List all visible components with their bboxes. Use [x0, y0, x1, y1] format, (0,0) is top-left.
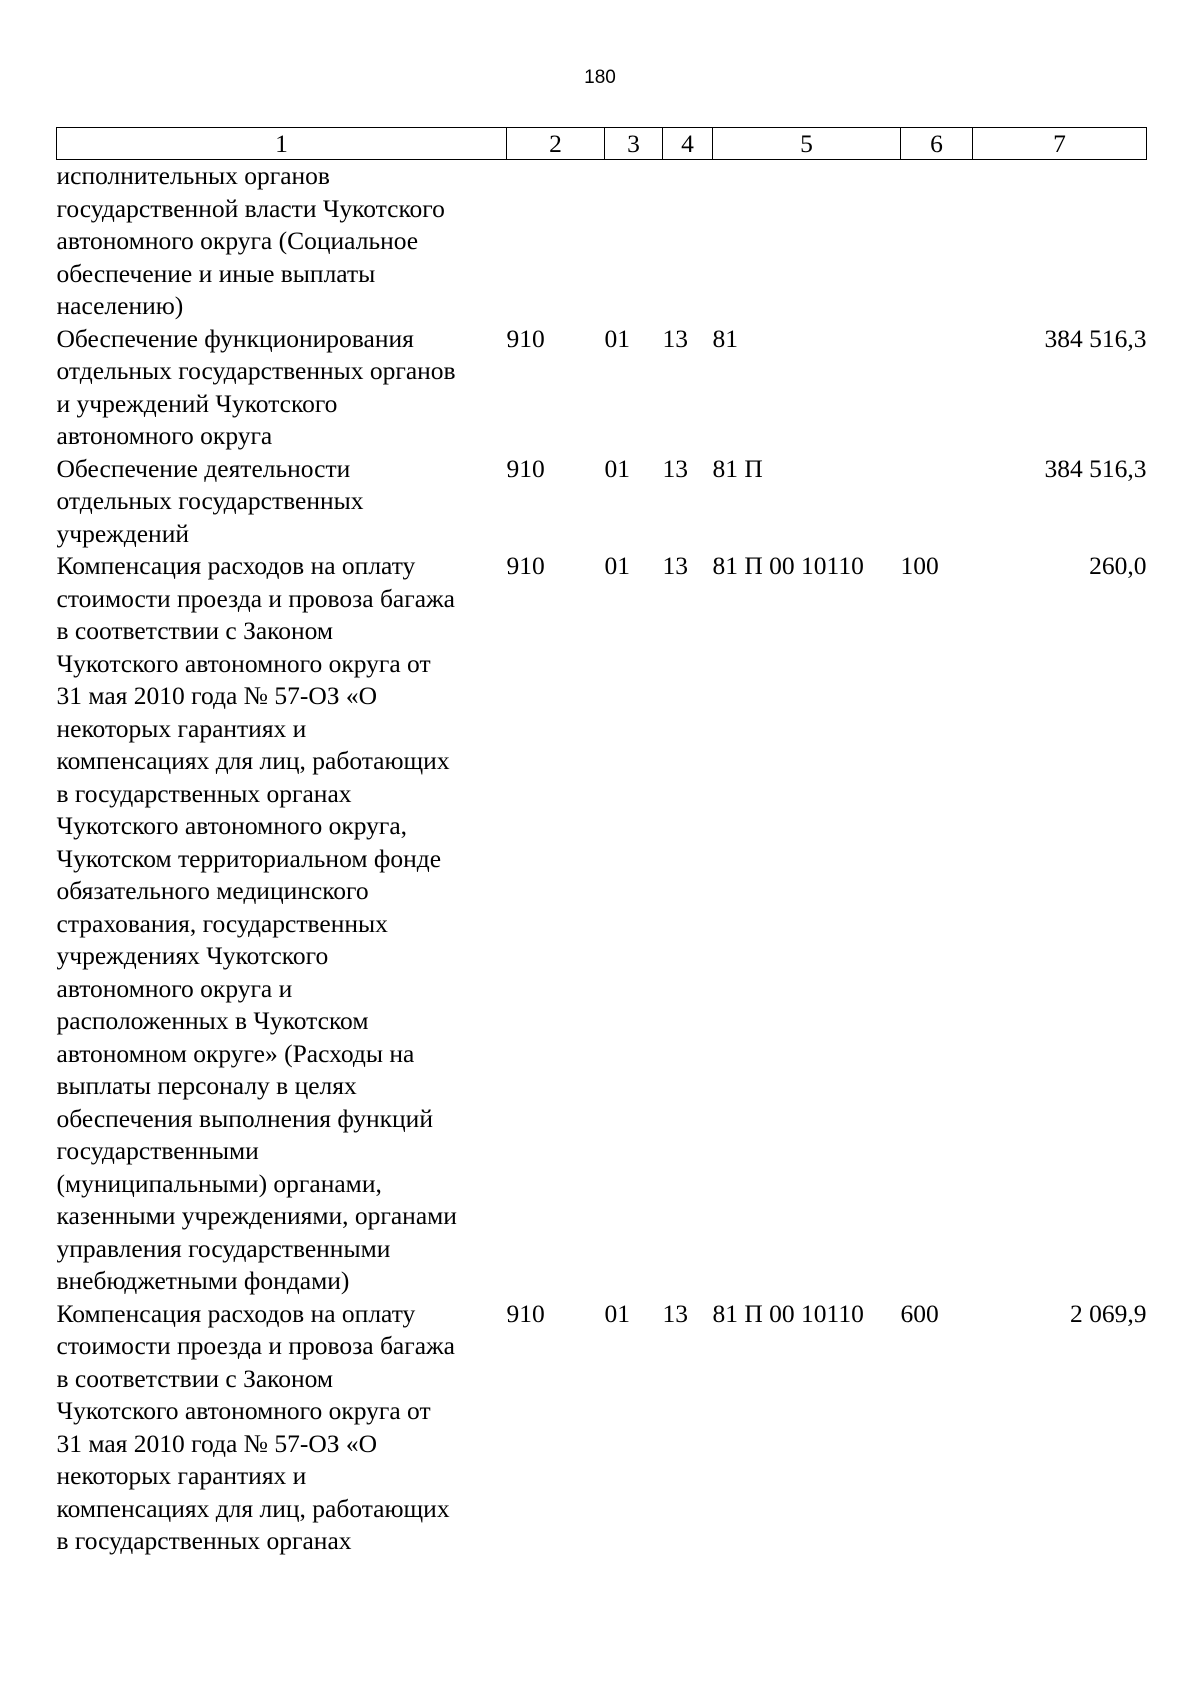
header-col-2: 2 — [507, 128, 605, 160]
row-expense-type-code — [901, 453, 973, 551]
row-target-code: 81 — [712, 323, 738, 353]
row-article-code — [663, 160, 713, 323]
description-line: 31 мая 2010 года № 57-ОЗ «О — [56, 681, 378, 710]
table-row — [57, 453, 1147, 551]
row-amount — [973, 160, 1147, 323]
row-section-code: 910 — [506, 453, 545, 483]
description-line: в государственных органах — [56, 778, 352, 808]
row-section-code — [507, 160, 605, 323]
row-description — [57, 1298, 507, 1558]
row-amount: 2 069,9 — [1070, 1298, 1147, 1328]
row-description — [57, 453, 507, 551]
row-subsection-code: 01 — [604, 453, 630, 483]
row-expense-type-code — [901, 160, 973, 323]
table-body — [57, 160, 1147, 1558]
description-line: государственными — [56, 1136, 259, 1165]
description-line: Компенсация расходов на оплату — [56, 1298, 416, 1328]
description-line: Компенсация расходов на оплату — [56, 551, 416, 580]
description-line: Обеспечение деятельности — [56, 453, 351, 483]
description-line: казенными учреждениями, органами — [56, 1201, 457, 1230]
description-line: в государственных органах — [56, 1526, 352, 1555]
description-line: обеспечение и иные выплаты — [56, 258, 376, 288]
row-subsection-code: 01 — [604, 323, 630, 353]
description-line: и учреждений Чукотского — [56, 388, 338, 418]
description-line: стоимости проезда и провоза багажа — [56, 583, 455, 613]
row-section-code: 910 — [506, 1298, 545, 1328]
description-line: управления государственными — [56, 1233, 391, 1263]
row-amount: 384 516,3 — [1044, 453, 1147, 483]
description-line: автономном округе» (Расходы на — [56, 1038, 415, 1068]
header-row — [57, 128, 1147, 160]
row-target-code: 81 П 00 10110 — [712, 1298, 864, 1328]
row-expense-type-code: 600 — [900, 1298, 939, 1328]
row-description — [57, 323, 507, 453]
table-row — [57, 160, 1147, 323]
row-description — [57, 160, 507, 323]
description-line: Обеспечение функционирования — [56, 323, 414, 353]
table-row — [57, 323, 1147, 453]
page-number: 180 — [584, 67, 616, 88]
row-expense-type-code: 100 — [900, 551, 939, 580]
header-col-3: 3 — [605, 128, 663, 160]
header-col-6: 6 — [901, 128, 973, 160]
table-row — [57, 550, 1147, 1298]
header-col-7: 7 — [973, 128, 1147, 160]
row-description — [57, 550, 507, 1298]
description-line: отдельных государственных органов — [56, 356, 456, 385]
description-line: отдельных государственных — [56, 486, 364, 515]
description-line: исполнительных органов — [56, 161, 330, 190]
row-section-code: 910 — [506, 323, 545, 353]
description-line: компенсациях для лиц, работающих — [56, 1493, 450, 1523]
description-line: 31 мая 2010 года № 57-ОЗ «О — [56, 1428, 378, 1458]
header-col-1: 1 — [57, 128, 507, 160]
description-line: государственной власти Чукотского — [56, 193, 445, 223]
row-article-code: 13 — [662, 323, 688, 353]
description-line: Чукотского автономного округа от — [56, 648, 431, 678]
budget-table — [56, 127, 1147, 1558]
description-line: некоторых гарантиях и — [56, 1461, 307, 1490]
description-line: выплаты персоналу в целях — [56, 1071, 357, 1100]
row-amount: 384 516,3 — [1044, 323, 1147, 353]
row-amount: 260,0 — [1089, 551, 1147, 580]
description-line: внебюджетными фондами) — [56, 1266, 350, 1295]
row-expense-type-code — [901, 323, 973, 453]
description-line: обеспечения выполнения функций — [56, 1103, 433, 1133]
header-col-4: 4 — [663, 128, 713, 160]
row-section-code: 910 — [506, 551, 545, 580]
description-line: в соответствии с Законом — [56, 616, 334, 645]
description-line: Чукотского автономного округа, — [56, 811, 408, 840]
description-line: компенсациях для лиц, работающих — [56, 746, 450, 775]
description-line: автономного округа — [56, 421, 273, 450]
description-line: в соответствии с Законом — [56, 1363, 334, 1393]
description-line: стоимости проезда и провоза багажа — [56, 1331, 455, 1360]
description-line: Чукотском территориальном фонде — [56, 843, 442, 873]
row-target-code: 81 П — [712, 453, 763, 483]
description-line: обязательного медицинского — [56, 876, 369, 905]
description-line: (муниципальными) органами, — [56, 1168, 382, 1198]
description-line: учреждений — [56, 518, 189, 548]
description-line: страхования, государственных — [56, 908, 388, 938]
description-line: автономного округа (Социальное — [56, 226, 419, 255]
description-line: учреждениях Чукотского — [56, 941, 329, 970]
description-line: Чукотского автономного округа от — [56, 1396, 431, 1425]
description-line: расположенных в Чукотском — [56, 1006, 369, 1035]
description-line: автономного округа и — [56, 973, 293, 1003]
table-header — [57, 128, 1147, 160]
row-subsection-code: 01 — [604, 551, 630, 580]
row-article-code: 13 — [662, 453, 688, 483]
row-target-code — [713, 160, 901, 323]
table-row — [57, 1298, 1147, 1558]
row-subsection-code — [605, 160, 663, 323]
row-article-code: 13 — [662, 551, 688, 580]
row-article-code: 13 — [662, 1298, 688, 1328]
row-subsection-code: 01 — [604, 1298, 630, 1328]
description-line: некоторых гарантиях и — [56, 713, 307, 743]
header-col-5: 5 — [713, 128, 901, 160]
row-target-code: 81 П 00 10110 — [712, 551, 864, 580]
description-line: населению) — [56, 291, 184, 320]
